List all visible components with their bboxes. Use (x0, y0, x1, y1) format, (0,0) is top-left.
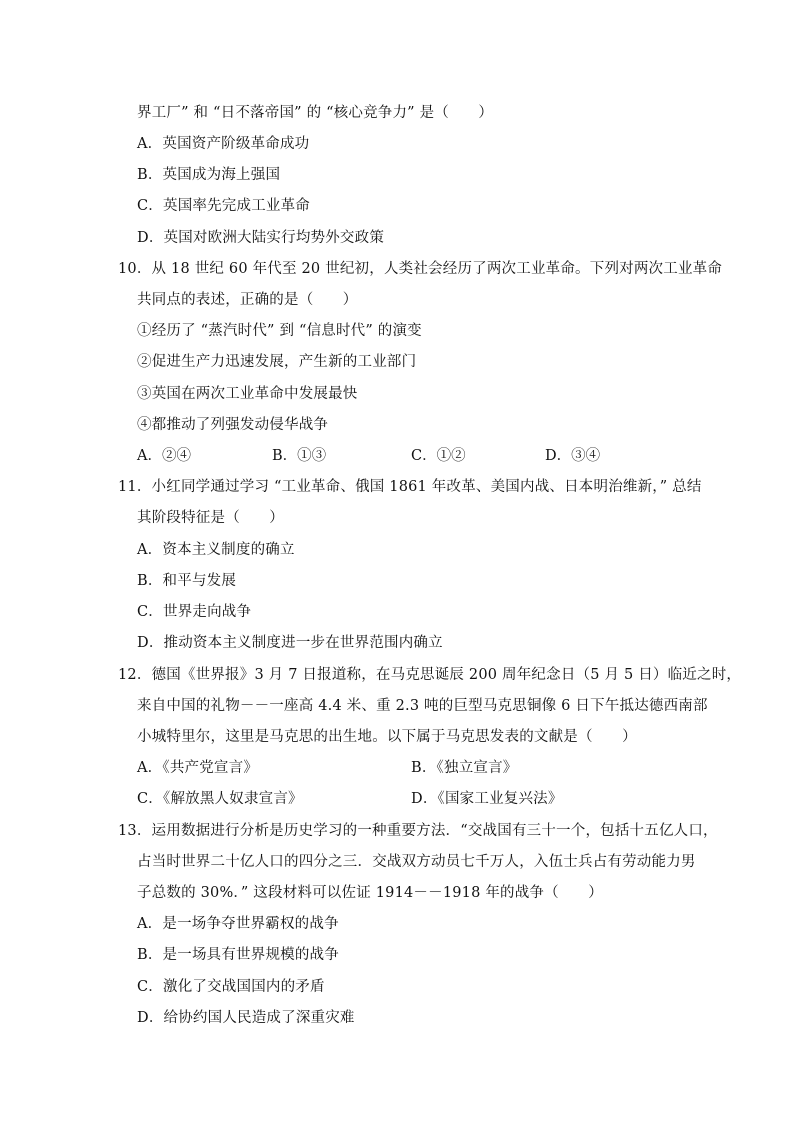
q9-option-b: B．英国成为海上强国 (137, 167, 281, 183)
q9-option-a: A．英国资产阶级革命成功 (137, 136, 310, 152)
q12-option-b: B．《独立宣言》 (411, 760, 518, 776)
q11-option-a: A．资本主义制度的确立 (137, 542, 295, 558)
q9-stem: 界工厂” 和 “日不落帝国” 的 “核心竞争力” 是（ ） (137, 105, 494, 121)
q10-item-2: ②促进生产力迅速发展，产生新的工业部门 (137, 354, 417, 370)
q10-stem-line1: 10．从 18 世纪 60 年代至 20 世纪初，人类社会经历了两次工业革命。下列对两次工业革命 (118, 261, 723, 277)
q12-stem-line2: 来自中国的礼物－－一座高 4.4 米、重 2.3 吨的巨型马克思铜像 6 日下午抵达德西南部 (137, 698, 708, 714)
q10-option-c: C．①② (411, 448, 466, 464)
q11-option-b: B．和平与发展 (137, 573, 237, 589)
q10-option-b: B．①③ (272, 448, 327, 464)
q13-stem-line3: 子总数的 30%．” 这段材料可以佐证 1914－－1918 年的战争（ ） (137, 885, 603, 901)
q12-stem-line3: 小城特里尔，这里是马克思的出生地。以下属于马克思发表的文献是（ ） (137, 729, 637, 745)
q13-option-c: C．激化了交战国国内的矛盾 (137, 979, 325, 995)
q10-item-4: ④都推动了列强发动侵华战争 (137, 417, 329, 433)
q11-option-c: C．世界走向战争 (137, 604, 252, 620)
q10-option-a: A．②④ (137, 448, 191, 464)
q9-option-c: C．英国率先完成工业革命 (137, 198, 310, 214)
q10-stem-line2: 共同点的表述，正确的是（ ） (137, 292, 358, 308)
q10-option-d: D．③④ (545, 448, 601, 464)
q13-option-a: A．是一场争夺世界霸权的战争 (137, 916, 339, 932)
q11-stem-line1: 11．小红同学通过学习 “工业革命、俄国 1861 年改革、美国内战、日本明治维新，” 总结 (118, 479, 702, 495)
q13-stem-line2: 占当时世界二十亿人口的四分之三．交战双方动员七千万人，入伍士兵占有劳动能力男 (137, 854, 696, 870)
q13-option-b: B．是一场具有世界规模的战争 (137, 947, 339, 963)
q12-option-d: D．《国家工业复兴法》 (411, 791, 563, 807)
q13-stem-line1: 13．运用数据进行分析是历史学习的一种重要方法．“交战国有三十一个，包括十五亿人口， (118, 823, 718, 839)
q10-item-1: ①经历了 “蒸汽时代” 到 “信息时代” 的演变 (137, 323, 422, 339)
q12-option-c: C．《解放黑人奴隶宣言》 (137, 791, 303, 807)
q11-stem-line2: 其阶段特征是（ ） (137, 510, 284, 526)
q13-option-d: D．给协约国人民造成了深重灾难 (137, 1010, 355, 1026)
q11-option-d: D．推动资本主义制度进一步在世界范围内确立 (137, 635, 443, 651)
q10-item-3: ③英国在两次工业革命中发展最快 (137, 386, 358, 402)
q9-option-d: D．英国对欧洲大陆实行均势外交政策 (137, 230, 385, 246)
q12-option-a: A．《共产党宣言》 (137, 760, 259, 776)
q12-stem-line1: 12．德国《世界报》3 月 7 日报道称，在马克思诞辰 200 周年纪念日（5 月 5 日）临近之时， (118, 667, 742, 683)
